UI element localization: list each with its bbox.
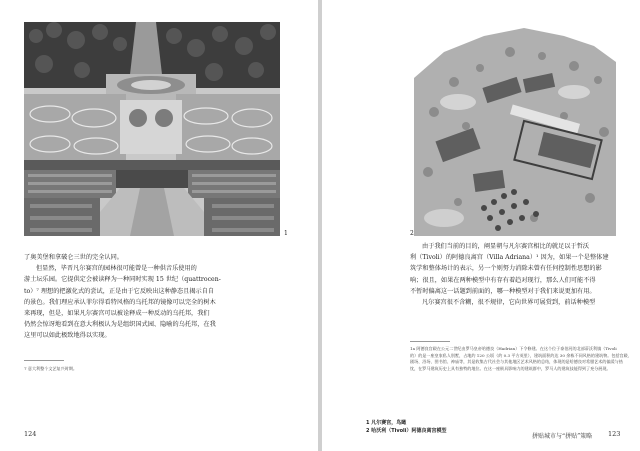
right-body-text — [410, 241, 609, 308]
paragraph-line: 筑学和整体场计的表示，另一个则努力消除未曾有任何控制性思想的影 — [410, 265, 602, 273]
footnote-text: 7 意大利整个文艺复兴时期。 — [24, 366, 78, 371]
footnote-line: 1a 阿德良宫殿在公元二世纪由罗马皇帝哈德良（Hadrian）下令修建。在这个位于泰伯河的北部蒂沃利镇（Tivoli — [410, 346, 617, 351]
paragraph-line: 由于我们当前的目的，阐显朝与凡尔赛宫相比的就足以于哲沃 — [422, 243, 590, 250]
footnote-line: 忱，在罗马建筑历史上具有独特的地位。在这一座极具影响力的建筑群中，罗马人的建筑技能得到了充分展现。 — [410, 365, 611, 371]
right-page — [322, 0, 640, 451]
paragraph-line: 的景色。我们理应承认菲尔得看特风格的乌托邦的镜像可以完全的树木 — [24, 298, 216, 306]
paragraph-line: 利（Tivoli）的阿德良离宫（Villa Adriana）¹ 因为，如果一个是整体建 — [410, 254, 609, 262]
footnote — [24, 366, 77, 373]
villa-adriana-model-photo — [414, 22, 616, 236]
paragraph-line: 了奥美堡和拿破仑三世的完全认同。 — [24, 254, 123, 261]
running-head: 拼贴城市与“拼贴”策略 — [532, 433, 593, 440]
caption-line: 1 凡尔赛宫，鸟瞰 — [366, 420, 407, 426]
page-number-left: 124 — [24, 430, 37, 438]
paragraph-line: 来再现，但是，如果凡尔赛宫可以被诠释成一种反动的乌托邦，我们 — [24, 310, 210, 318]
footnote-line: 剧场、浴场、图书馆、神庙等，其是收集古代社会与其他地区艺术风格的总结，体现的是哈德良对希腊艺术的偏爱与热 — [410, 359, 623, 365]
page-number-right: 123 — [608, 430, 621, 438]
left-page — [0, 0, 318, 451]
paragraph-line: 这里可以如此极致地得以实现。 — [24, 332, 111, 340]
figure-number-2: 2 — [410, 230, 414, 237]
paragraph-line: 凡尔赛宫很不含糊，很不规律，它向世界可展赏到，前话种模型 — [422, 299, 596, 307]
caption-line: 2 哈沃利（Tivoli）阿德良离宫模型 — [366, 427, 447, 434]
footnote — [410, 346, 632, 372]
paragraph-line: 不暂时偏离这一话题到前面的，哪一种模型对于我们来说更加有用。 — [410, 287, 596, 295]
footnote-line: 的）的是一座皇家私人别墅，占地约 120 公顷（约 0.3 平方英里），建筑面积约达 30 余栋不同风格的建筑物。包括宫殿、 — [410, 352, 632, 358]
paragraph-line: 但显然，毕晋凡尔赛宫的园林很可能曾是一种供音乐使用的 — [36, 265, 197, 273]
figure-captions — [366, 420, 446, 435]
paragraph-line: 仍然会惊讶地看到在意大利极认为是组织国式园、隐喻的乌托邦，在我 — [24, 321, 216, 329]
left-body-text — [24, 252, 221, 342]
paragraph-line: 响；很且，如果在两种模型中有存有着趋对现行，那么人们可能不得 — [410, 276, 596, 284]
paragraph-line: 游土坛乐园。它提供定会被读释为一种同时实现 15 世纪（quattrocen- — [24, 276, 221, 284]
footnote-rule — [410, 341, 450, 342]
footnote-rule — [24, 360, 64, 361]
versailles-aerial-photo — [24, 22, 280, 236]
figure-number-1: 1 — [284, 230, 288, 237]
paragraph-line: to）⁷ 理想的把激化式的尝试，正是由于它反映出这种静态且揭示自自 — [24, 287, 215, 295]
